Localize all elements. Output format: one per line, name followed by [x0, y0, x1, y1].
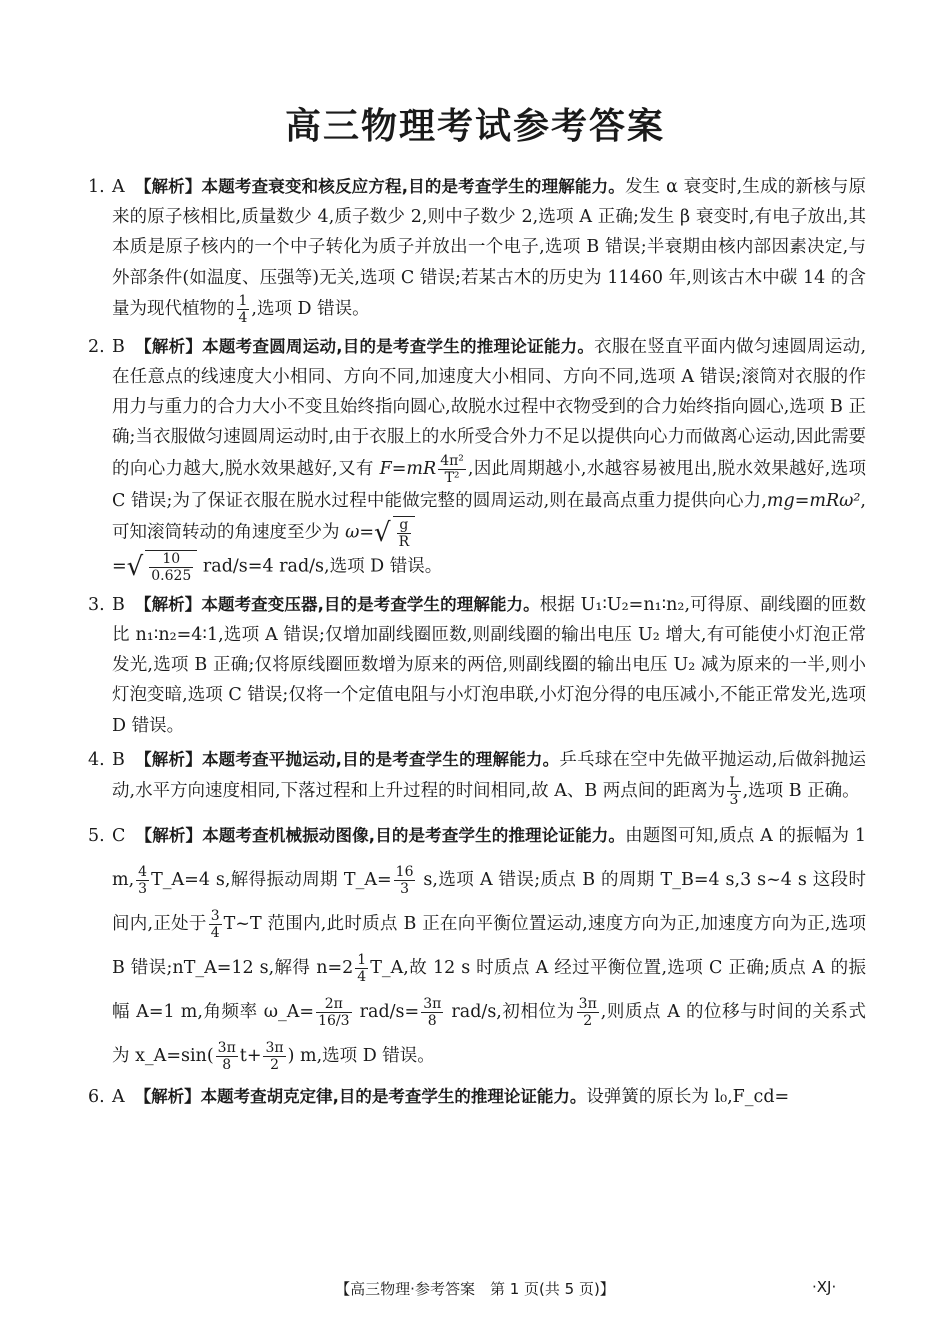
fraction: $\frac{3}{4}$	[210, 908, 220, 942]
analysis-heading: 本题考查变压器,目的是考查学生的理解能力。	[201, 594, 540, 614]
analysis-tag: 【解析】	[134, 336, 203, 356]
answer-choice: B	[112, 594, 125, 615]
item-number: 2.	[88, 336, 105, 357]
sqrt-body	[393, 516, 416, 550]
page-footer: 【高三物理·参考答案 第 1 页(共 5 页)】	[335, 1280, 615, 1298]
sqrt-icon: √	[374, 517, 391, 548]
page-title: 高三物理考试参考答案	[284, 106, 665, 147]
analysis-heading: 本题考查平抛运动,目的是考查学生的理解能力。	[201, 749, 560, 769]
answer-item-2	[88, 332, 866, 584]
analysis-text: 根据 U₁∶U₂=n₁∶n₂,可得原、副线圈的匝数比 n₁∶n₂=4∶1,选项 A 错误;仅增加副线圈匝数,则副线圈的输出电压 U₂ 增大,有可能使小灯泡正常发光,选项 B 正确;仅将原线圈匝数增为原来的两倍,则副线圈的输出电压 U₂ 减为原来的一半,则小灯泡变暗,选项 C 错误;仅将一个定值电阻与小灯泡串联,小灯泡分得的电压减小,不能正常发光,选项 D 错误。	[112, 594, 866, 736]
analysis-text: 乒乓球在空中先做平抛运动,后做斜抛运动,水平方向速度相同,下落过程和上升过程的时间相同,故 A、B 两点间的距离为	[112, 749, 867, 802]
footer-code: ·XJ·	[812, 1278, 837, 1296]
analysis-tag: 【解析】	[134, 177, 202, 196]
analysis-text: 由题图可知,质点 A 的振幅为 1 m,	[112, 826, 866, 891]
equation: ω=	[345, 522, 374, 543]
analysis-tag: 【解析】	[135, 826, 203, 846]
item-number: 1.	[88, 177, 105, 197]
fraction: $\frac{1}{4}$	[238, 292, 248, 326]
analysis-tag: 【解析】	[134, 594, 202, 614]
equation: =	[112, 556, 127, 577]
answer-choice: B	[112, 336, 125, 357]
analysis-text: s,选项 A 错误;质点 B 的周期 T_B=4 s,3 s~4 s 这段时间内,正处于	[112, 870, 866, 935]
analysis-text: ,选项 D 错误。	[251, 298, 370, 319]
equation: F=mR	[379, 458, 437, 479]
fraction: $\frac{3\pi}{2}$	[578, 996, 597, 1030]
answer-item-1	[88, 172, 866, 326]
item-number: 6.	[88, 1087, 105, 1108]
answer-list	[88, 172, 866, 1114]
analysis-text: 设弹簧的原长为 l₀,F_cd=	[586, 1087, 790, 1108]
analysis-heading: 本题考查胡克定律,目的是考查学生的推理论证能力。	[200, 1087, 587, 1107]
fraction: $\frac{2\pi}{16/3}$	[318, 996, 350, 1030]
item-number: 4.	[88, 749, 105, 770]
analysis-text: ) m,选项 D 错误。	[287, 1046, 435, 1067]
fraction: $\frac{g}{R}$	[398, 516, 410, 550]
answer-item-6	[88, 1082, 866, 1112]
answer-choice: A	[112, 1087, 125, 1108]
fraction: $\frac{1}{4}$	[357, 952, 367, 986]
analysis-text: 衣服在竖直平面内做匀速圆周运动,在任意点的线速度大小相同、方向不同,加速度大小相同、方向不同,选项 A 错误;滚筒对衣服的作用力与重力的合力大小不变且始终指向圆心,故脱水过程中衣物受到的合力始终指向圆心,选项 B 正确;当衣服做匀速圆周运动时,由于衣服上的水所受合外力不足以提供向心力而做离心运动,因此需要的向心力越大,脱水效果越好,又有	[112, 336, 867, 479]
answer-choice: A	[112, 177, 125, 197]
answer-item-4	[88, 745, 866, 808]
equation: mg=mRω²	[766, 490, 861, 511]
fraction: $\frac{3\pi}{2}$	[265, 1040, 284, 1074]
answer-item-3	[88, 590, 866, 741]
analysis-heading: 本题考查圆周运动,目的是考查学生的推理论证能力。	[202, 336, 595, 356]
analysis-text: 发生 α 衰变时,生成的新核与原来的原子核相比,质量数少 4,质子数少 2,则中子数少 2,选项 A 正确;发生 β 衰变时,有电子放出,其本质是原子核内的一个中子转化为质子并放出一个电子,选项 B 错误;半衰期由核内部因素决定,与外部条件(如温度、压强等)无关,选项 C 错误;若某古木的历史为 11460 年,则该古木中碳 14 的含量为现代植物的	[112, 177, 866, 319]
analysis-text: T_A=4 s,解得振动周期 T_A=	[151, 870, 392, 891]
analysis-text: T~T 范围内,此时质点 B 正在向平衡位置运动,速度方向为正,加速度方向为正,选项 B 错误;nT_A=12 s,解得 n=2	[112, 914, 866, 979]
fraction: $\frac{4}{3}$	[138, 864, 148, 898]
analysis-tag: 【解析】	[134, 749, 202, 769]
analysis-heading: 本题考查衰变和核反应方程,目的是考查学生的理解能力。	[201, 177, 625, 196]
analysis-heading: 本题考查机械振动图像,目的是考查学生的推理论证能力。	[202, 826, 626, 846]
analysis-text: t+	[239, 1046, 262, 1067]
fraction: $\frac{16}{3}$	[395, 864, 414, 898]
analysis-text: ,可知滚筒转动的角速度至少为	[112, 490, 866, 543]
analysis-tag: 【解析】	[134, 1087, 201, 1107]
sqrt-icon: √	[126, 551, 144, 582]
answer-choice: C	[112, 826, 126, 847]
sqrt-body	[145, 550, 197, 584]
analysis-text: rad/s=	[353, 1002, 420, 1023]
analysis-text: T_A,故 12 s 时质点 A 经过平衡位置,选项 C 正确;质点 A 的振幅 A=1 m,角频率 ω_A=	[112, 958, 866, 1023]
analysis-text: rad/s=4 rad/s,选项 D 错误。	[197, 556, 443, 577]
answer-choice: B	[112, 749, 125, 770]
analysis-text: ,则质点 A 的位移与时间的关系式为 x_A=sin(	[112, 1002, 866, 1067]
analysis-text: ,因此周期越小,水越容易被甩出,脱水效果越好,选项 C 错误;为了保证衣服在脱水过程中能做完整的圆周运动,则在最高点重力提供向心力,	[112, 458, 867, 511]
fraction: $\frac{10}{0.625}$	[151, 550, 192, 584]
fraction: $\frac{L}{3}$	[729, 775, 739, 809]
analysis-text: ,选项 B 正确。	[742, 781, 860, 802]
answer-item-5	[88, 814, 866, 1078]
item-number: 5.	[88, 826, 105, 847]
fraction: $\frac{\text{4π²}}{\text{T²}}$	[440, 452, 464, 486]
fraction: $\frac{3\pi}{8}$	[217, 1040, 236, 1074]
fraction: $\frac{3\pi}{8}$	[423, 996, 442, 1030]
analysis-text: rad/s,初相位为	[445, 1002, 575, 1023]
item-number: 3.	[88, 594, 105, 615]
